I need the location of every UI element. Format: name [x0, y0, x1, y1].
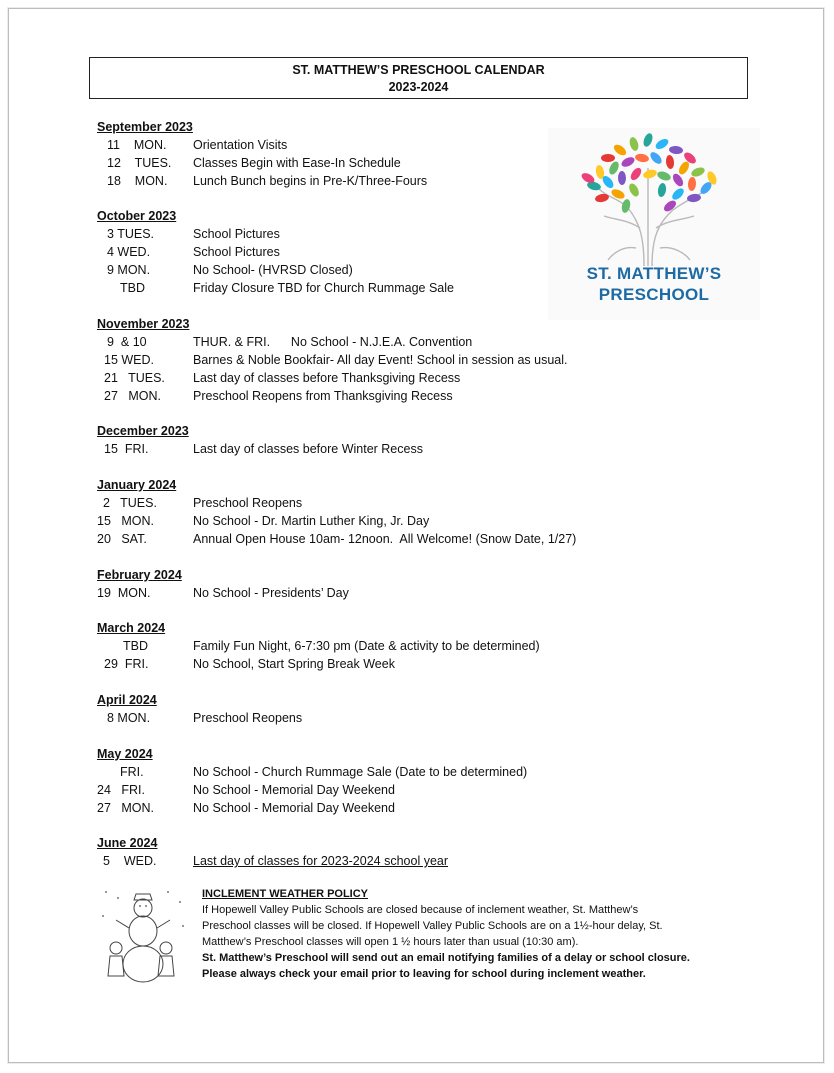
event-date: 15 WED. [104, 353, 155, 367]
event-date: 29 FRI. [104, 657, 149, 671]
snowman-illustration [98, 886, 188, 986]
event-description: Preschool Reopens from Thanksgiving Recess [193, 389, 453, 403]
month-heading: January 2024 [97, 478, 177, 492]
event-date: 2 TUES. [103, 496, 157, 510]
leaf-shape [662, 198, 678, 213]
month-heading: December 2023 [97, 424, 189, 438]
logo-line-1: ST. MATTHEW’S [586, 264, 722, 283]
event-description: Last day of classes before Winter Recess [193, 442, 423, 456]
event-date: 15 MON. [97, 514, 154, 528]
month-heading: April 2024 [97, 693, 157, 707]
event-description: THUR. & FRI. No School - N.J.E.A. Convention [193, 335, 473, 349]
month-heading: May 2024 [97, 747, 153, 761]
leaf-shape [665, 155, 674, 170]
leaf-shape [642, 168, 658, 180]
event-description: Lunch Bunch begins in Pre-K/Three-Fours [193, 174, 428, 188]
event-date: 24 FRI. [97, 783, 145, 797]
month-heading: October 2023 [97, 209, 177, 223]
event-description: School Pictures [193, 245, 280, 259]
month-heading: March 2024 [97, 621, 166, 635]
leaf-shape [690, 166, 706, 179]
tree-icon [548, 128, 760, 268]
event-description: Last day of classes for 2023-2024 school year [193, 854, 449, 868]
leaf-shape [610, 187, 626, 200]
event-date: 27 MON. [97, 801, 154, 815]
leaf-shape [629, 166, 644, 182]
event-description: Annual Open House 10am- 12noon. All Welcome! (Snow Date, 1/27) [193, 532, 577, 546]
school-year: 2023-2024 [388, 80, 449, 94]
event-description: No School- (HVRSD Closed) [193, 263, 353, 277]
event-description: Orientation Visits [193, 138, 288, 152]
policy-line: Preschool classes will be closed. If Hopewell Valley Public Schools are on a 1½-hour delay, St. [202, 920, 663, 932]
leaf-shape [670, 186, 686, 201]
policy-title: INCLEMENT WEATHER POLICY [202, 888, 369, 900]
page-title: ST. MATTHEW’S PRESCHOOL CALENDAR [292, 63, 545, 77]
event-description: Classes Begin with Ease-In Schedule [193, 156, 401, 170]
event-description: No School - Memorial Day Weekend [193, 783, 395, 797]
leaf-shape [601, 154, 615, 162]
event-description: No School, Start Spring Break Week [193, 657, 395, 671]
event-date: 21 TUES. [104, 371, 165, 385]
event-date: 27 MON. [104, 389, 161, 403]
leaf-shape [648, 150, 663, 166]
event-description: Preschool Reopens [193, 496, 303, 510]
leaf-shape [677, 160, 691, 176]
policy-line: If Hopewell Valley Public Schools are closed because of inclement weather, St. Matthew’s [202, 904, 639, 916]
title-box [89, 57, 748, 99]
leaf-shape [607, 160, 620, 176]
event-date: 15 FRI. [104, 442, 149, 456]
event-description: No School - Dr. Martin Luther King, Jr. Day [193, 514, 430, 528]
policy-line: Matthew’s Preschool classes will open 1 ½ hours later than usual (10:30 am). [202, 936, 579, 948]
event-date: 12 TUES. [107, 156, 172, 170]
policy-notice: Please always check your email prior to leaving for school during inclement weather. [202, 968, 646, 980]
leaf-shape [671, 172, 685, 188]
month-heading: September 2023 [97, 120, 193, 134]
logo-line-2: PRESCHOOL [598, 285, 710, 304]
event-date: FRI. [120, 765, 144, 779]
leaf-shape [612, 143, 628, 158]
event-date: 3 TUES. [107, 227, 155, 241]
leaf-shape [654, 137, 670, 151]
month-heading: June 2024 [97, 836, 158, 850]
month-heading: February 2024 [97, 568, 182, 582]
event-description: Preschool Reopens [193, 711, 303, 725]
event-description: Last day of classes before Thanksgiving Recess [193, 371, 461, 385]
leaf-shape [642, 132, 654, 148]
leaf-shape [618, 171, 626, 185]
event-date: TBD [120, 281, 145, 295]
leaf-shape [627, 182, 641, 198]
event-date: 11 MON. [107, 138, 167, 152]
event-description: Family Fun Night, 6-7:30 pm (Date & activity to be determined) [193, 639, 540, 653]
event-date: 8 MON. [107, 711, 151, 725]
event-date: 4 WED. [107, 245, 151, 259]
leaf-shape [657, 182, 667, 197]
leaf-shape [628, 136, 640, 152]
event-date: 18 MON. [107, 174, 168, 188]
event-description: Friday Closure TBD for Church Rummage Sale [193, 281, 454, 295]
event-date: 20 SAT. [97, 532, 147, 546]
event-description: No School - Church Rummage Sale (Date to be determined) [193, 765, 528, 779]
event-description: School Pictures [193, 227, 280, 241]
event-date: 9 MON. [107, 263, 151, 277]
event-description: No School - Memorial Day Weekend [193, 801, 395, 815]
leaf-shape [634, 153, 649, 163]
leaf-shape [688, 177, 697, 192]
event-description: Barnes & Noble Bookfair- All day Event! School in session as usual. [193, 353, 568, 367]
month-heading: November 2023 [97, 317, 190, 331]
leaf-shape [620, 155, 636, 168]
event-date: TBD [123, 639, 148, 653]
event-date: 9 & 10 [107, 335, 147, 349]
event-date: 19 MON. [97, 586, 151, 600]
leaf-shape [669, 145, 684, 154]
event-description: No School - Presidents’ Day [193, 586, 349, 600]
preschool-logo [548, 128, 760, 320]
leaf-shape [656, 170, 672, 182]
event-date: 5 WED. [103, 854, 157, 868]
policy-notice: St. Matthew’s Preschool will send out an email notifying families of a delay or school closure. [202, 952, 690, 964]
